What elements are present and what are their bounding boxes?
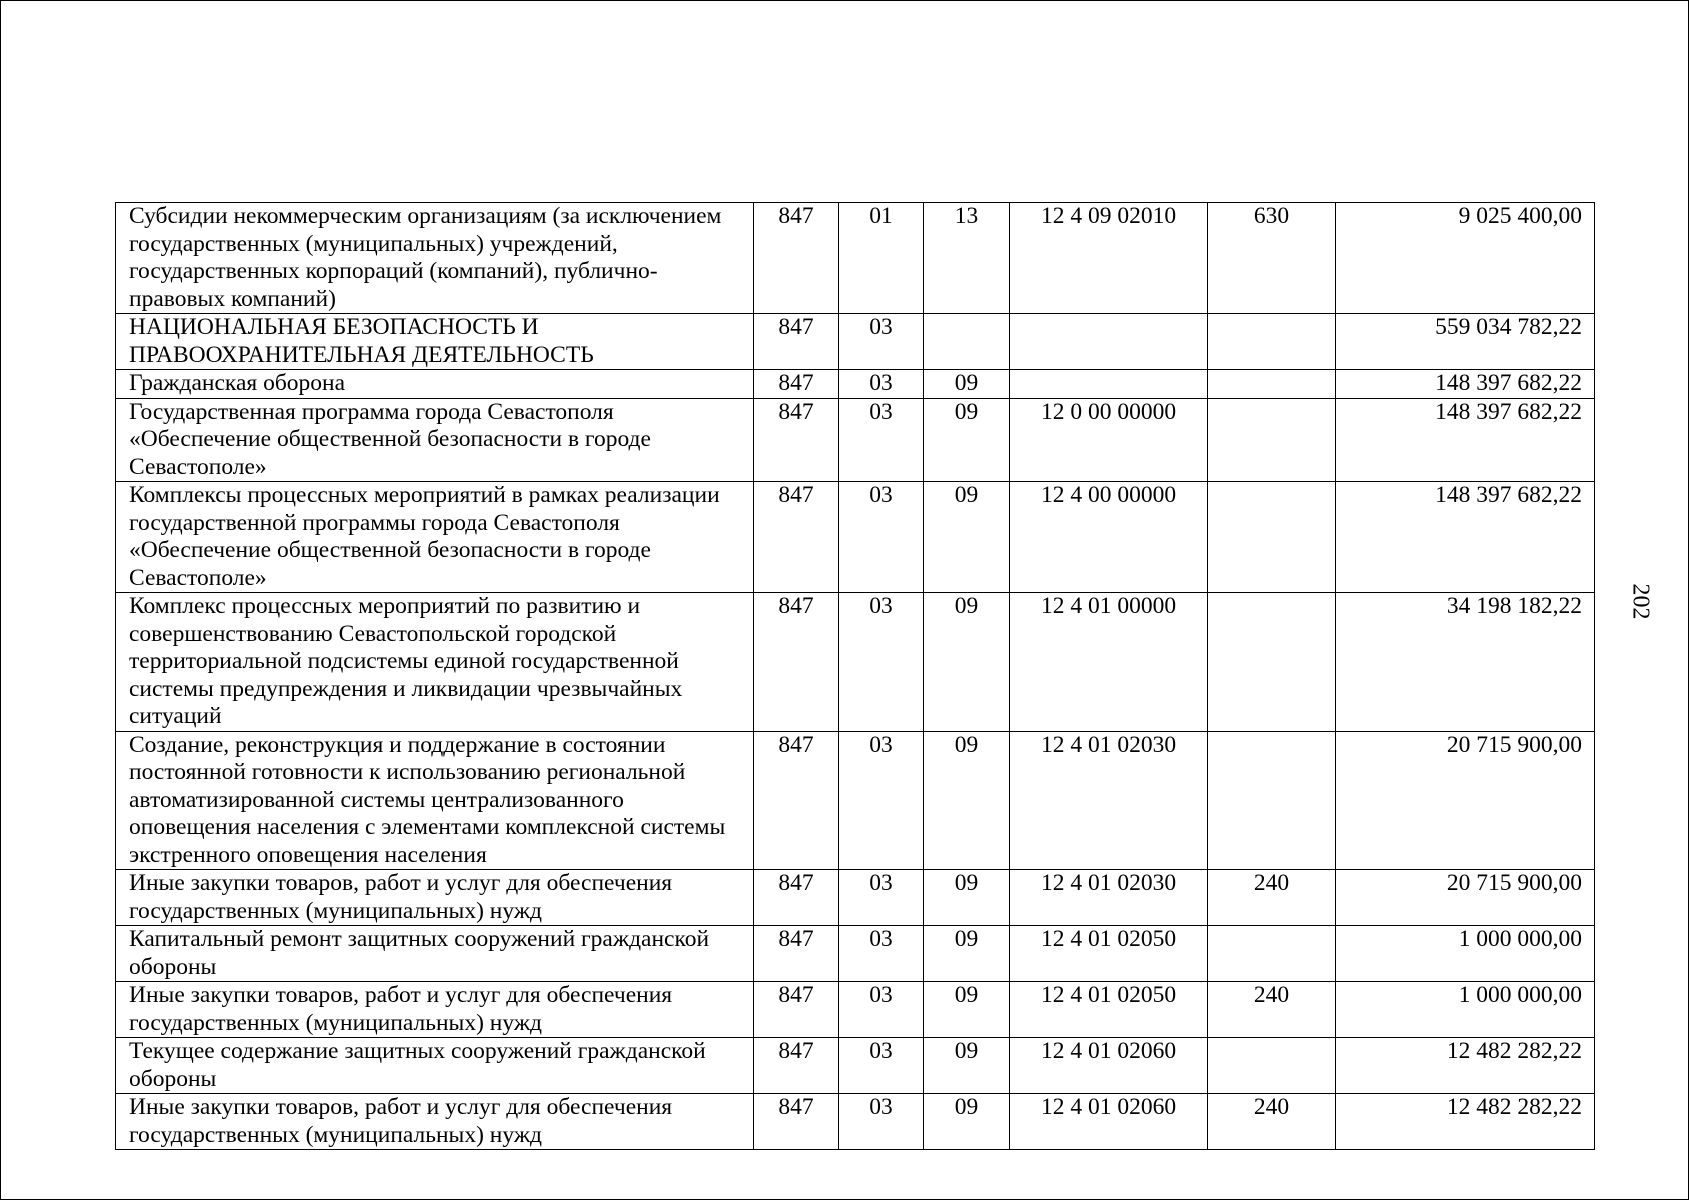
row-name: Государственная программа города Севастополя «Обеспечение общественной безопасности в городе Севастополе» bbox=[116, 398, 754, 482]
table-row bbox=[116, 398, 1595, 482]
row-rz: 03 bbox=[839, 314, 924, 370]
row-csr: 12 4 01 02050 bbox=[1010, 982, 1208, 1038]
row-csr: 12 0 00 00000 bbox=[1010, 398, 1208, 482]
row-grbs: 847 bbox=[754, 482, 839, 593]
row-pr: 09 bbox=[924, 926, 1010, 982]
row-amount: 148 397 682,22 bbox=[1336, 370, 1595, 399]
row-grbs: 847 bbox=[754, 1038, 839, 1094]
row-name: Комплекс процессных мероприятий по развитию и совершенствованию Севастопольской городской территориальной подсистемы единой государственной системы предупреждения и ликвидации чрезвычайных ситуаций bbox=[116, 593, 754, 732]
row-name: Иные закупки товаров, работ и услуг для обеспечения государственных (муниципальных) нужд bbox=[116, 982, 754, 1038]
row-name: Иные закупки товаров, работ и услуг для обеспечения государственных (муниципальных) нужд bbox=[116, 870, 754, 926]
table-row bbox=[116, 593, 1595, 732]
row-name: Гражданская оборона bbox=[116, 370, 754, 399]
row-amount: 148 397 682,22 bbox=[1336, 398, 1595, 482]
row-csr: 12 4 00 00000 bbox=[1010, 482, 1208, 593]
row-vr bbox=[1208, 398, 1336, 482]
row-pr: 09 bbox=[924, 982, 1010, 1038]
row-pr: 09 bbox=[924, 1094, 1010, 1150]
row-csr: 12 4 01 02030 bbox=[1010, 870, 1208, 926]
row-vr bbox=[1208, 1038, 1336, 1094]
row-vr bbox=[1208, 731, 1336, 870]
row-amount: 34 198 182,22 bbox=[1336, 593, 1595, 732]
budget-table bbox=[115, 202, 1595, 1150]
row-grbs: 847 bbox=[754, 593, 839, 732]
row-pr: 09 bbox=[924, 398, 1010, 482]
row-csr: 12 4 01 02060 bbox=[1010, 1094, 1208, 1150]
row-grbs: 847 bbox=[754, 926, 839, 982]
row-vr bbox=[1208, 593, 1336, 732]
row-vr: 630 bbox=[1208, 203, 1336, 314]
row-grbs: 847 bbox=[754, 370, 839, 399]
row-amount: 559 034 782,22 bbox=[1336, 314, 1595, 370]
row-pr: 09 bbox=[924, 370, 1010, 399]
row-pr: 09 bbox=[924, 870, 1010, 926]
row-grbs: 847 bbox=[754, 398, 839, 482]
row-vr bbox=[1208, 314, 1336, 370]
row-amount: 20 715 900,00 bbox=[1336, 731, 1595, 870]
table-row bbox=[116, 203, 1595, 314]
row-rz: 01 bbox=[839, 203, 924, 314]
row-amount: 148 397 682,22 bbox=[1336, 482, 1595, 593]
row-pr: 09 bbox=[924, 731, 1010, 870]
row-amount: 1 000 000,00 bbox=[1336, 926, 1595, 982]
row-pr: 13 bbox=[924, 203, 1010, 314]
row-vr: 240 bbox=[1208, 982, 1336, 1038]
row-rz: 03 bbox=[839, 731, 924, 870]
row-csr bbox=[1010, 370, 1208, 399]
table-row bbox=[116, 314, 1595, 370]
row-amount: 20 715 900,00 bbox=[1336, 870, 1595, 926]
row-amount: 1 000 000,00 bbox=[1336, 982, 1595, 1038]
table-row bbox=[116, 731, 1595, 870]
row-rz: 03 bbox=[839, 982, 924, 1038]
row-name: Текущее содержание защитных сооружений гражданской обороны bbox=[116, 1038, 754, 1094]
table-row bbox=[116, 482, 1595, 593]
row-name: НАЦИОНАЛЬНАЯ БЕЗОПАСНОСТЬ И ПРАВООХРАНИТЕЛЬНАЯ ДЕЯТЕЛЬНОСТЬ bbox=[116, 314, 754, 370]
row-vr bbox=[1208, 926, 1336, 982]
row-grbs: 847 bbox=[754, 982, 839, 1038]
row-vr bbox=[1208, 370, 1336, 399]
row-rz: 03 bbox=[839, 926, 924, 982]
page-number: 202 bbox=[1627, 583, 1654, 620]
row-name: Субсидии некоммерческим организациям (за исключением государственных (муниципальных) учреждений, государственных корпораций (компаний), публично-правовых компаний) bbox=[116, 203, 754, 314]
row-name: Иные закупки товаров, работ и услуг для обеспечения государственных (муниципальных) нужд bbox=[116, 1094, 754, 1150]
table-row bbox=[116, 870, 1595, 926]
row-pr: 09 bbox=[924, 1038, 1010, 1094]
row-csr bbox=[1010, 314, 1208, 370]
row-vr: 240 bbox=[1208, 1094, 1336, 1150]
table-row bbox=[116, 982, 1595, 1038]
row-vr bbox=[1208, 482, 1336, 593]
row-rz: 03 bbox=[839, 370, 924, 399]
row-grbs: 847 bbox=[754, 314, 839, 370]
row-pr: 09 bbox=[924, 593, 1010, 732]
table-row bbox=[116, 1038, 1595, 1094]
row-name: Создание, реконструкция и поддержание в состоянии постоянной готовности к использованию региональной автоматизированной системы централизованного оповещения населения с элементами комплексной системы экстренного оповещения населения bbox=[116, 731, 754, 870]
table-row bbox=[116, 1094, 1595, 1150]
row-rz: 03 bbox=[839, 1094, 924, 1150]
row-name: Комплексы процессных мероприятий в рамках реализации государственной программы города Севастополя «Обеспечение общественной безопасности в городе Севастополе» bbox=[116, 482, 754, 593]
table-row bbox=[116, 926, 1595, 982]
row-grbs: 847 bbox=[754, 203, 839, 314]
row-amount: 12 482 282,22 bbox=[1336, 1094, 1595, 1150]
row-csr: 12 4 09 02010 bbox=[1010, 203, 1208, 314]
row-grbs: 847 bbox=[754, 731, 839, 870]
table-row bbox=[116, 370, 1595, 399]
row-rz: 03 bbox=[839, 482, 924, 593]
row-csr: 12 4 01 02030 bbox=[1010, 731, 1208, 870]
row-csr: 12 4 01 02060 bbox=[1010, 1038, 1208, 1094]
row-rz: 03 bbox=[839, 1038, 924, 1094]
row-vr: 240 bbox=[1208, 870, 1336, 926]
row-csr: 12 4 01 02050 bbox=[1010, 926, 1208, 982]
row-rz: 03 bbox=[839, 593, 924, 732]
row-grbs: 847 bbox=[754, 1094, 839, 1150]
row-pr bbox=[924, 314, 1010, 370]
row-rz: 03 bbox=[839, 398, 924, 482]
row-rz: 03 bbox=[839, 870, 924, 926]
row-pr: 09 bbox=[924, 482, 1010, 593]
row-csr: 12 4 01 00000 bbox=[1010, 593, 1208, 732]
row-grbs: 847 bbox=[754, 870, 839, 926]
row-name: Капитальный ремонт защитных сооружений гражданской обороны bbox=[116, 926, 754, 982]
row-amount: 12 482 282,22 bbox=[1336, 1038, 1595, 1094]
row-amount: 9 025 400,00 bbox=[1336, 203, 1595, 314]
